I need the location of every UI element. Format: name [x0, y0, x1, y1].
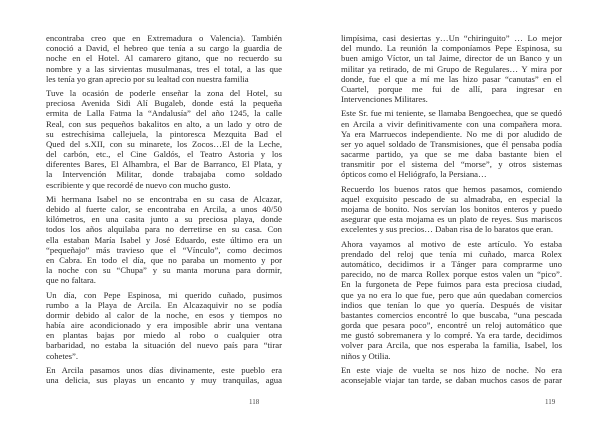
text-line: bastantes comercios encontré lo que buscaba, “una pescada — [341, 309, 562, 320]
paragraph — [341, 365, 562, 385]
text-line: niños y Otilia. — [341, 350, 391, 361]
left-page-number: 118 — [249, 398, 260, 406]
text-line: del carbón, etc., el Cine Galdós, el Teatro Astoria y los — [46, 149, 282, 160]
text-line: ermita de Lalla Fatma la “Andalusía” del año 1245, la calle — [46, 108, 282, 119]
text-line: Este Sr. fue mi teniente, se llamaba Bengoechea, que se quedó — [341, 108, 562, 119]
text-line: volver para Arcila, que nos esperaba la familia, Isabel, los — [341, 340, 562, 351]
text-line: su estrechísima callejuela, la pintoresca Mezquita Bad el — [46, 128, 282, 139]
paragraph — [46, 365, 282, 385]
text-line: buen amigo Víctor, un tal Jaime, director de un Banco y un — [341, 53, 562, 64]
right-page-body — [341, 33, 562, 389]
text-line: kilómetros, en una casita junto a su preciosa playa, donde — [46, 214, 282, 225]
text-line: que ya no era lo que fue, pero que aún quedaban comercios — [341, 289, 562, 300]
text-line: Ya era Marruecos independiente. No me di por aludido de — [341, 128, 562, 139]
text-line: ópticos como el Heliógrafo, la Persiana… — [341, 169, 487, 180]
text-line: mojama de bonito. Nos servían los bonitos enteros y puedo — [341, 204, 562, 214]
text-line: todos los años alquilaba para no derretirse en su casa. Con — [46, 224, 282, 235]
text-line: parecido, no de marca Rollex porque estos valen un “pico”. — [341, 269, 562, 280]
text-line: Mi hermana Isabel no se encontraba en su casa de Alcazar, — [46, 193, 282, 204]
text-line: en plantas bajas por miedo al robo o cualquier otra — [46, 330, 282, 341]
paragraph — [341, 184, 562, 235]
text-line: transmitir por el sistema del “morse”, y otros sistemas — [341, 159, 562, 170]
text-line: Tuve la ocasión de poderle enseñar la zona del Hotel, su — [46, 87, 282, 98]
text-line: automático, decidimos ir a Tánger para comprarme uno — [341, 258, 562, 269]
text-line: Intervenciones Militares. — [341, 94, 428, 105]
text-line: del mundo. La reunión la componíamos Pepe Espinosa, su — [341, 43, 562, 54]
text-line: gorda que pesara poco”, encontré un reloj automático que — [341, 320, 562, 331]
text-line: en Cabra. En todo el día, que no paraba un momento y por — [46, 254, 282, 265]
text-line: En la furgoneta de Pepe fuimos para esta preciosa ciudad, — [341, 279, 562, 290]
text-line: En Arcila pasamos unos días divinamente, este pueblo era — [46, 364, 282, 375]
text-line: una delicia, sus playas un encanto y muy tranquilas, agua — [46, 375, 282, 385]
text-line: en Arcila a vivir definitivamente con una compañera mora. — [341, 118, 562, 129]
text-line: la noche con su “Chupa” y su manta moruna para dormir, — [46, 265, 282, 276]
text-line: aconsejable viajar tan tarde, se daban muchos casos de parar — [341, 375, 562, 385]
text-line: Cuartel, porque me fui de allí, para ingresar en — [341, 83, 562, 94]
text-line: encontraba creo que en Extremadura o Valencia). También — [46, 33, 282, 43]
paragraph — [341, 108, 562, 179]
text-line: nombre y a las sirvientas musulmanas, tres el total, a las que — [46, 63, 282, 74]
paragraph — [46, 194, 282, 286]
text-line: En este viaje de vuelta se nos hizo de noche. No era — [341, 364, 562, 375]
text-line: diferentes Bares, El Alhambra, el Bar de Barranco, El Plata, y — [46, 159, 282, 170]
text-line: sacarme partido, ya que se me daba bastante bien el — [341, 149, 562, 160]
left-page-body — [46, 33, 282, 389]
text-line: limpísima, casi desiertas y…Un “chiringuito” … Lo mejor — [341, 33, 562, 43]
text-line: excelentes y sus precios… Daban risa de lo baratos que eran. — [341, 224, 554, 235]
paragraph — [46, 88, 282, 190]
text-line: conoció a David, el hebreo que tenía a su cargo la guardia de — [46, 43, 282, 54]
text-line: Recuerdo los buenos ratos que hemos pasamos, comiendo — [341, 183, 562, 194]
right-page-number: 119 — [545, 398, 556, 406]
text-line: cohetes”. — [46, 350, 79, 361]
text-line: dormir debido al calor de la noche, en esos y tiempos no — [46, 309, 282, 320]
text-line: indios que tenían lo que yo quería. Después de visitar — [341, 299, 562, 310]
text-line: aquel exquisito pescado de su almadraba, en especial la — [341, 193, 562, 204]
text-line: “pequeñajo” más travieso que el “Vínculo”, como decimos — [46, 244, 282, 255]
text-line: había aire acondicionado y era imposible abrir una ventana — [46, 320, 282, 331]
paragraph — [341, 33, 562, 104]
text-line: barbaridad, no estaba la situación del nuevo país para “tirar — [46, 340, 282, 351]
text-line: ser yo aquel soldado de Transmisiones, que él pensaba podía — [341, 138, 562, 149]
paragraph — [341, 239, 562, 361]
text-line: me gustó sobremanera y lo compré. Ya era tarde, decidimos — [341, 330, 562, 341]
text-line: Real, con sus pequeños bakalitos en alto, a un lado y otro de — [46, 118, 282, 129]
text-line: donde, fue el que a mí me las hizo pasar “canutas” en el — [341, 73, 562, 84]
text-line: asegurar que esta mojama es un plato de reyes. Sus mariscos — [341, 214, 562, 225]
text-line: ella estaban María Isabel y José Eduardo, este último era un — [46, 234, 282, 245]
text-line: preciosa Avenida Sidi Alí Bugaleb, donde está la pequeña — [46, 98, 282, 109]
text-line: prendado del reloj que tenía mi cuñado, marca Rolex — [341, 248, 562, 259]
text-line: que no faltara. — [46, 275, 96, 286]
paragraph — [46, 33, 282, 84]
text-line: escribiente y que recordé de nuevo con mucho gusto. — [46, 179, 231, 190]
text-line: Qued del s.XII, con su minarete, los Zocos…El de la Leche, — [46, 138, 282, 149]
text-line: noche en el Hotel. Al camarero gitano, que no recuerdo su — [46, 53, 282, 64]
text-line: Ahora vayamos al motivo de este artículo. Yo estaba — [341, 238, 562, 249]
text-line: debido al fuerte calor, se encontraba en Arcila, a unos 40/50 — [46, 204, 282, 214]
paragraph — [46, 290, 282, 361]
text-line: Un día, con Pepe Espinosa, mi querido cuñado, pusimos — [46, 289, 282, 300]
text-line: les tenía yo gran aprecio por su lealtad con nuestra familia — [46, 73, 249, 84]
text-line: la Intervención Militar, donde trabajaba como soldado — [46, 169, 282, 180]
text-line: militar ya retirado, de mi Grupo de Regulares… Y mira por — [341, 63, 562, 74]
text-line: rumbo a la Playa de Arcila. En Alcazaquivir no se podía — [46, 299, 282, 310]
